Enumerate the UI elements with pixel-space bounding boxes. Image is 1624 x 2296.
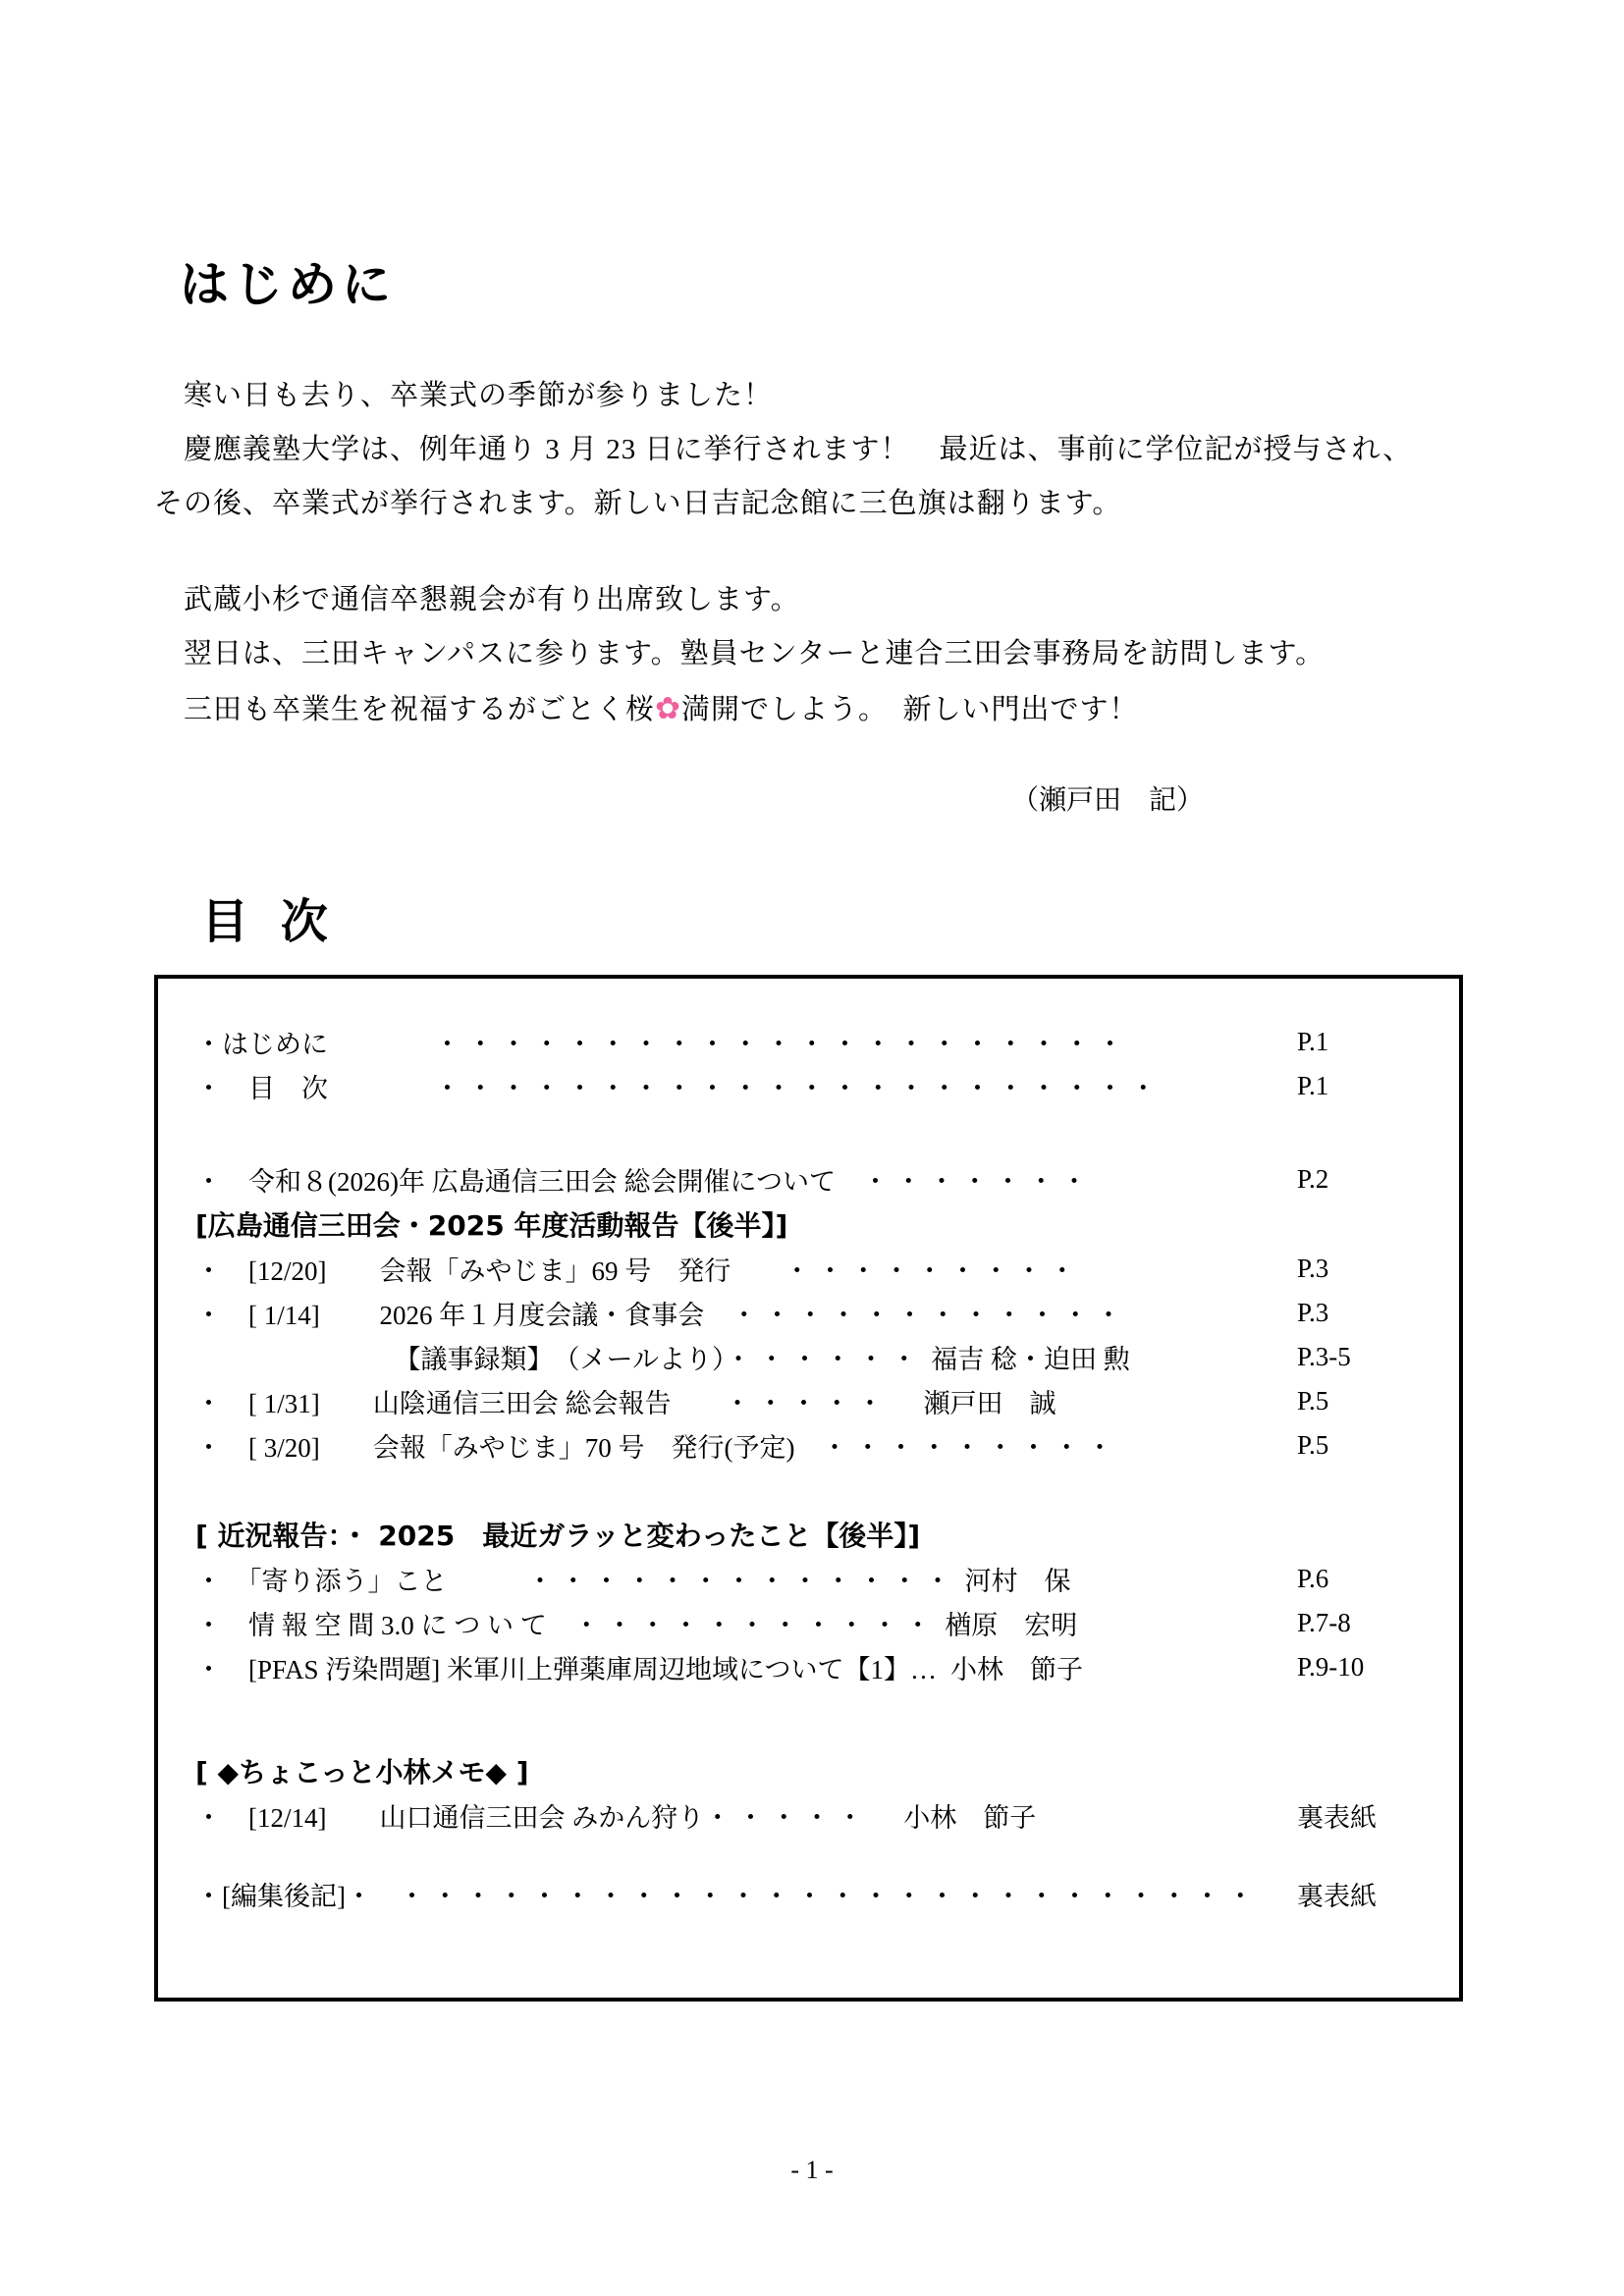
dot-leader: ・ ・ ・ ・ ・ ・ ・ ・ ・ ・ ・ ・ ・ ・ ・ ・ ・ ・ ・ ・ ・ <box>434 1030 1123 1059</box>
toc-entry-author: 河村 保 <box>964 1567 1071 1596</box>
toc-row <box>195 1872 1459 1916</box>
dot-leader: ・ ・ ・ ・ ・ <box>724 1389 884 1418</box>
toc-entry-title: ・ [ 1/14] 2026 年１月度会議・食事会 ・ ・ ・ ・ ・ ・ ・ ・ ・ ・ ・ ・ <box>195 1301 1122 1330</box>
paragraph-line: 翌日は、三田キャンパスに参ります。塾員センターと連合三田会事務局を訪問します。 <box>184 638 1326 669</box>
toc-spacer <box>195 1108 1459 1157</box>
toc-entry-title: ・はじめに ・ ・ ・ ・ ・ ・ ・ ・ ・ ・ ・ ・ ・ ・ ・ ・ ・ ・ ・ ・ ・ <box>195 1030 1123 1059</box>
toc-entry-page: P.5 <box>1297 1386 1329 1415</box>
intro-heading: はじめに <box>180 256 396 313</box>
toc-row <box>195 1379 1459 1423</box>
toc-rows <box>195 1020 1459 1916</box>
toc-section-header: [広島通信三田会・2025 年度活動報告【後半】] <box>195 1209 788 1242</box>
toc-entry-author: 福吉 稔・迫田 勲 <box>931 1345 1130 1374</box>
toc-entry-author: 瀬戸田 誠 <box>896 1389 1056 1418</box>
dot-leader: ・ ・ ・ ・ ・ ・ ・ ・ ・ ・ ・ ・ ・ ・ ・ ・ ・ ・ ・ ・ ・ ・ ・ ・ ・ ・ <box>398 1882 1254 1911</box>
dot-leader: ・ ・ ・ ・ ・ ・ ・ ・ ・ ・ ・ <box>572 1611 932 1640</box>
toc-row <box>195 1157 1459 1201</box>
toc-entry-page: P.2 <box>1297 1164 1329 1194</box>
toc-entry-title: ・ 「寄り添う」こと ・ ・ ・ ・ ・ ・ ・ ・ ・ ・ ・ ・ ・ 河村 保 <box>195 1567 1071 1596</box>
toc-entry-title: ・ [12/14] 山口通信三田会 みかん狩り・ ・ ・ ・ ・ 小林 節子 <box>195 1803 1037 1833</box>
dot-leader: ・ ・ ・ ・ ・ ・ ・ <box>861 1167 1088 1197</box>
dot-leader: ・ ・ ・ ・ ・ ・ <box>725 1345 918 1374</box>
toc-entry-page: P.7-8 <box>1297 1608 1351 1637</box>
toc-entry-page: 裏表紙 <box>1297 1803 1377 1833</box>
toc-entry-author: 小林 節子 <box>877 1803 1037 1833</box>
toc-heading: 目 次 <box>201 894 336 949</box>
toc-entry-title: ・[編集後記]・ ・ ・ ・ ・ ・ ・ ・ ・ ・ ・ ・ ・ ・ ・ ・ ・ ・ ・ ・ ・ ・ ・ ・ ・ ・ ・ <box>195 1882 1254 1911</box>
dot-leader: ・ ・ ・ ・ ・ ・ ・ ・ ・ ・ ・ ・ ・ <box>526 1567 951 1596</box>
intro-paragraph-1 <box>154 369 1470 531</box>
toc-entry-title: ・ 令和８(2026)年 広島通信三田会 総会開催について ・ ・ ・ ・ ・ ・ ・ <box>195 1167 1088 1197</box>
toc-row <box>195 1423 1459 1468</box>
toc-spacer <box>195 1838 1459 1872</box>
toc-spacer <box>195 1468 1459 1512</box>
toc-entry-page: P.6 <box>1297 1564 1329 1593</box>
toc-entry-title: ・ 目 次 ・ ・ ・ ・ ・ ・ ・ ・ ・ ・ ・ ・ ・ ・ ・ ・ ・ ・ ・ ・ ・ ・ <box>195 1074 1157 1103</box>
toc-entry-title: ・ [ 3/20] 会報「みやじま」70 号 発行(予定) ・ ・ ・ ・ ・ ・ ・ ・ ・ <box>195 1433 1113 1463</box>
paragraph-line: 慶應義塾大学は、例年通り 3 月 23 日に挙行されます！ 最近は、事前に学位記が授与され、 <box>184 434 1413 465</box>
toc-entry-page: P.1 <box>1297 1071 1329 1100</box>
dot-leader: ・ ・ ・ ・ ・ ・ ・ ・ ・ <box>784 1256 1076 1286</box>
toc-entry-title: 【議事録類】 （メールより）・ ・ ・ ・ ・ ・ 福吉 稔・迫田 勲 <box>195 1345 1130 1374</box>
toc-row <box>195 1020 1459 1064</box>
dot-leader: ・ ・ ・ ・ ・ <box>704 1803 864 1833</box>
toc-row <box>195 1793 1459 1838</box>
toc-row <box>195 1335 1459 1379</box>
toc-row <box>195 1645 1459 1689</box>
dot-leader: ・ ・ ・ ・ ・ ・ ・ ・ ・ ・ ・ ・ ・ ・ ・ ・ ・ ・ ・ ・ ・ ・ <box>434 1074 1157 1103</box>
toc-row <box>195 1601 1459 1645</box>
author-byline: （瀬戸田 記） <box>1011 785 1205 816</box>
toc-entry-author: 小林 節子 <box>949 1655 1083 1684</box>
toc-spacer <box>195 1689 1459 1748</box>
toc-entry-author: 楢原 宏明 <box>945 1611 1078 1640</box>
toc-section-header: [ 近況報告：・ 2025 最近ガラッと変わったこと【後半】] <box>195 1520 921 1552</box>
paragraph-line: 寒い日も去り、卒業式の季節が参りました！ <box>184 380 774 411</box>
toc-entry-page: P.5 <box>1297 1430 1329 1460</box>
toc-row <box>195 1557 1459 1601</box>
paragraph-line: 武蔵小杉で通信卒懇親会が有り出席致します。 <box>184 584 800 615</box>
toc-entry-page: P.3 <box>1297 1298 1329 1327</box>
toc-entry-page: P.3-5 <box>1297 1342 1351 1371</box>
toc-entry-page: P.1 <box>1297 1027 1329 1056</box>
toc-entry-page: P.9-10 <box>1297 1652 1365 1682</box>
toc-section-header: [ ◆ちょこっと小林メモ◆ ] <box>195 1756 529 1789</box>
toc-row <box>195 1291 1459 1335</box>
toc-entry-title: ・ [12/20] 会報「みやじま」69 号 発行 ・ ・ ・ ・ ・ ・ ・ ・ ・ <box>195 1256 1076 1286</box>
paragraph-line <box>154 681 1470 737</box>
toc-entry-page: 裏表紙 <box>1297 1882 1377 1911</box>
toc-entry-title: ・ [ 1/31] 山陰通信三田会 総会報告 ・ ・ ・ ・ ・ 瀬戸田 誠 <box>195 1389 1056 1418</box>
toc-entry-title: ・ [PFAS 汚染問題] 米軍川上弾薬庫周辺地域について【1】… 小林 節子 <box>195 1655 1083 1684</box>
toc-row <box>195 1064 1459 1108</box>
dot-leader: ・ ・ ・ ・ ・ ・ ・ ・ ・ ・ ・ ・ <box>731 1301 1122 1330</box>
dot-leader: ・ ・ ・ ・ ・ ・ ・ ・ ・ <box>821 1433 1113 1463</box>
paragraph-text: 三田も卒業生を祝福するがごとく桜 <box>184 694 656 725</box>
toc-entry-page: P.3 <box>1297 1254 1329 1283</box>
paragraph-text: 満開でしよう。 新しい門出です！ <box>681 694 1139 725</box>
toc-entry-title: ・ 情 報 空 間 3.0 に つ い て ・ ・ ・ ・ ・ ・ ・ ・ ・ ・ ・ 楢原 宏明 <box>195 1611 1078 1640</box>
page-number: - 1 - <box>790 2156 834 2184</box>
toc-box <box>154 975 1463 2002</box>
paragraph-line: その後、卒業式が挙行されます。新しい日吉記念館に三色旗は翻ります。 <box>154 488 1122 519</box>
toc-row <box>195 1247 1459 1291</box>
cherry-blossom-icon: ✿ <box>655 691 681 725</box>
intro-paragraph-2 <box>154 573 1470 737</box>
